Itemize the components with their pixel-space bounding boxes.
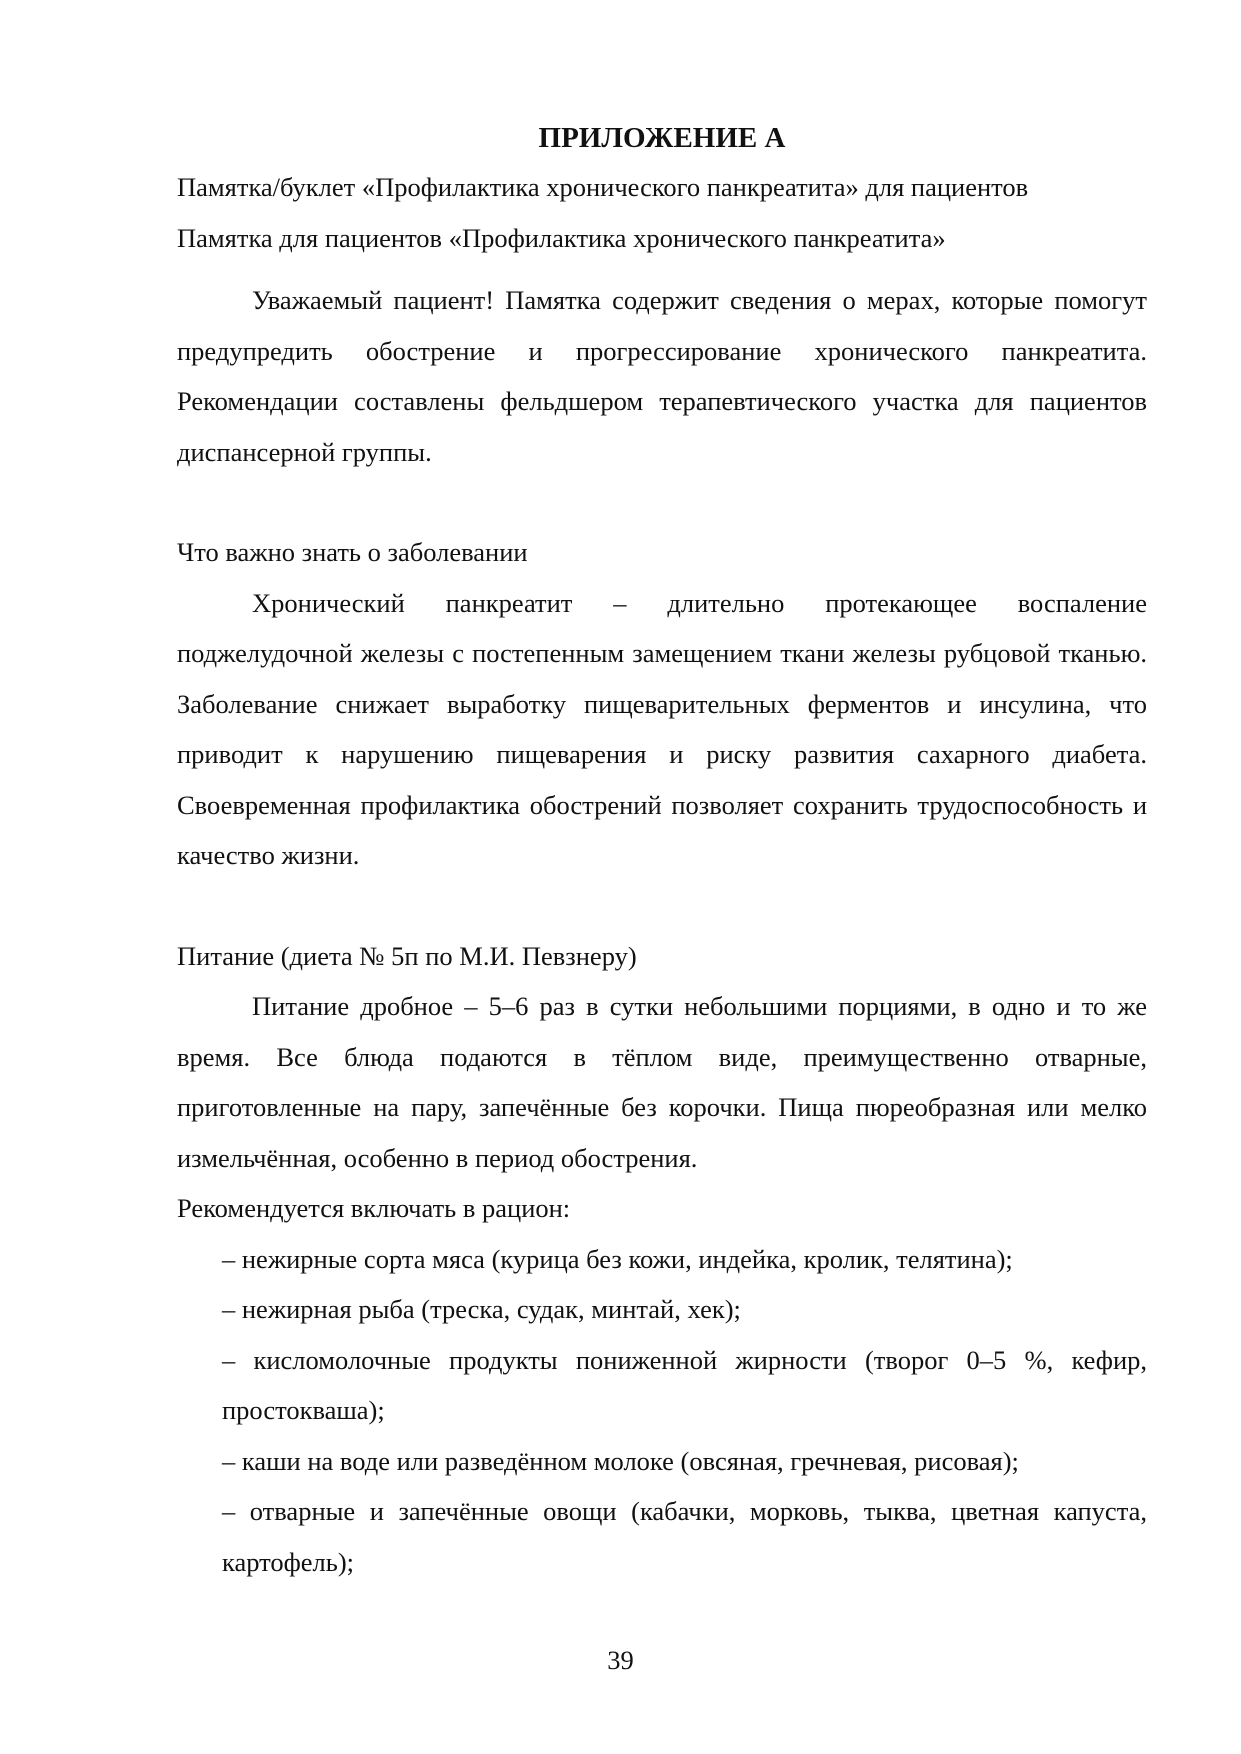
intro-paragraph: Уважаемый пациент! Памятка содержит сведения о мерах, которые помогут предупредить обострение и прогрессирование хронического панкреатита. Рекомендации составлены фельдшером терапевтического участка для пациентов диспансерной группы. <box>177 285 1147 467</box>
spacer <box>177 881 1147 931</box>
page-content <box>177 116 1147 1587</box>
spacer <box>177 263 1147 275</box>
disease-paragraph: Хронический панкреатит – длительно протекающее воспаление поджелудочной железы с постепенным замещением ткани железы рубцовой тканью. Заболевание снижает выработку пищеварительных ферментов и инсулина, что приводит к нарушению пищеварения и риску развития сахарного диабета. Своевременная профилактика обострений позволяет сохранить трудоспособность и качество жизни. <box>177 587 1147 870</box>
list-item: – каши на воде или разведённом молоке (овсяная, гречневая, рисовая); <box>222 1445 1019 1476</box>
nutrition-paragraph: Питание дробное – 5–6 раз в сутки небольшими порциями, в одно и то же время. Все блюда подаются в тёплом виде, преимущественно отварные, приготовленные на пару, запечённые без корочки. Пища пюреобразная или мелко измельчённая, особенно в период обострения. <box>177 991 1147 1173</box>
list-item: – нежирные сорта мяса (курица без кожи, индейка, кролик, телятина); <box>222 1243 1013 1274</box>
recommended-foods-list <box>177 1234 1147 1588</box>
list-item: – отварные и запечённые овощи (кабачки, морковь, тыква, цветная капуста, картофель); <box>222 1496 1147 1577</box>
list-item: – нежирная рыба (треска, судак, минтай, хек); <box>222 1294 741 1324</box>
recommended-foods-intro: Рекомендуется включать в рацион: <box>177 1193 571 1223</box>
page-number: 39 <box>607 1645 634 1675</box>
spacer <box>177 477 1147 527</box>
disease-section-heading: Что важно знать о заболевании <box>177 537 528 567</box>
appendix-title: ПРИЛОЖЕНИЕ А <box>538 122 786 154</box>
memo-title: Памятка для пациентов «Профилактика хронического панкреатита» <box>177 222 946 253</box>
nutrition-section-heading: Питание (диета № 5п по М.И. Певзнеру) <box>177 940 637 971</box>
list-item: – кисломолочные продукты пониженной жирности (творог 0–5 %, кефир, простокваша); <box>222 1344 1147 1425</box>
booklet-subtitle: Памятка/буклет «Профилактика хронического панкреатита» для пациентов <box>177 172 1029 202</box>
